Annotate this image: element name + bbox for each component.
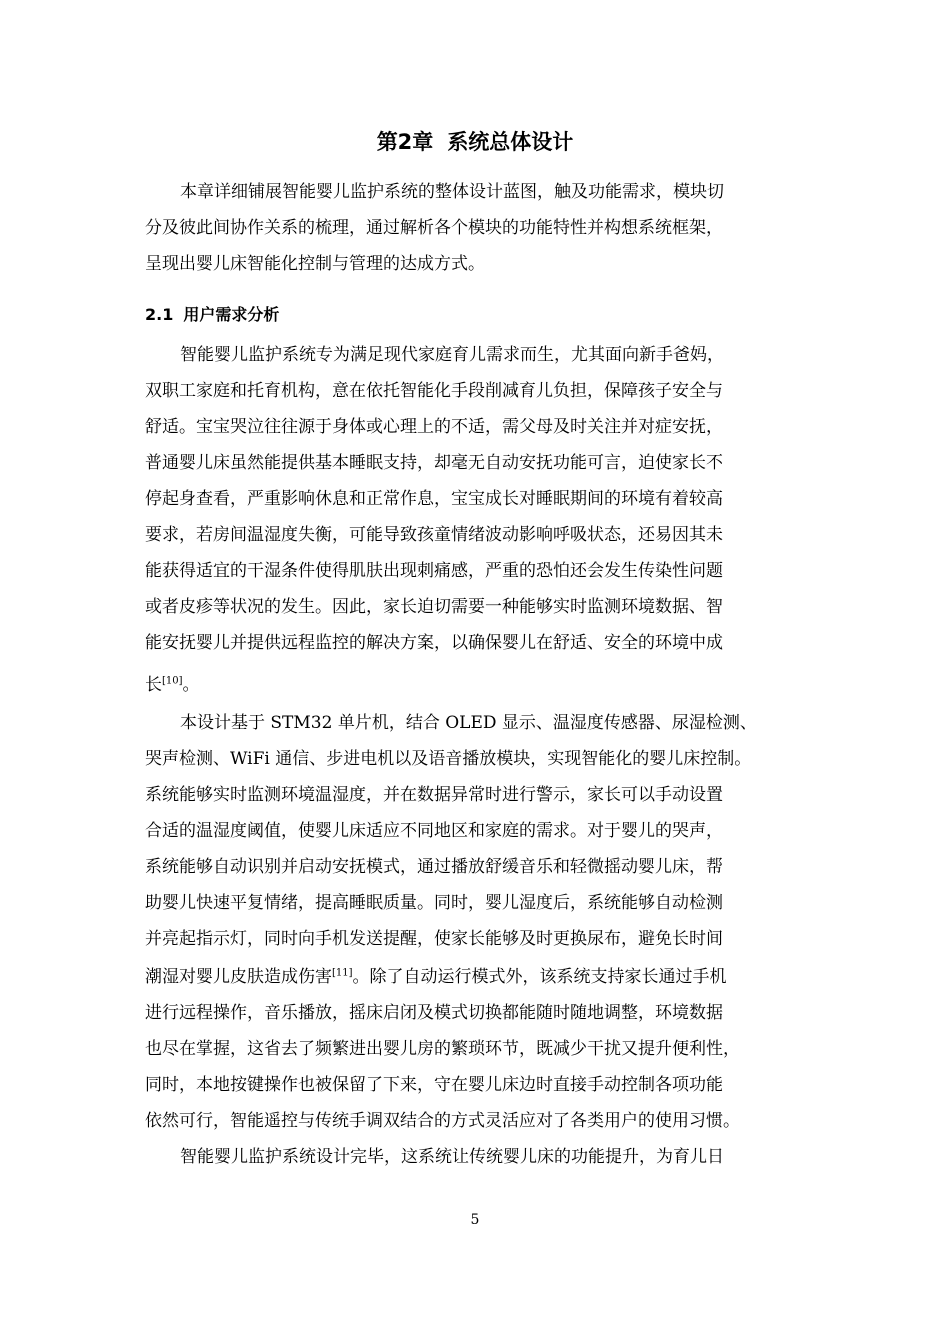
paragraph-line: 能安抚婴儿并提供远程监控的解决方案，以确保婴儿在舒适、安全的环境中成 xyxy=(145,633,723,653)
page-number: 5 xyxy=(470,1212,480,1228)
paragraph-line: 也尽在掌握，这省去了频繁进出婴儿房的繁琐环节，既减少干扰又提升便利性， xyxy=(145,1039,740,1059)
paragraph-line: 系统能够实时监测环境温湿度，并在数据异常时进行警示，家长可以手动设置 xyxy=(145,785,723,805)
paragraph-line: 系统能够自动识别并启动安抚模式，通过播放舒缓音乐和轻微摇动婴儿床，帮 xyxy=(145,857,723,877)
chapter-title xyxy=(0,128,950,156)
paragraph-line xyxy=(145,965,810,989)
paragraph-line: 普通婴儿床虽然能提供基本睡眠支持，却毫无自动安抚功能可言，迫使家长不 xyxy=(145,453,723,473)
paragraph-line: 舒适。宝宝哭泣往往源于身体或心理上的不适，需父母及时关注并对症安抚， xyxy=(145,417,723,437)
citation-marker: [10] xyxy=(162,675,183,687)
paragraph-line: 本设计基于 STM32 单片机，结合 OLED 显示、温湿度传感器、尿湿检测、 xyxy=(180,713,757,733)
paragraph-line: 双职工家庭和托育机构，意在依托智能化手段削减育儿负担，保障孩子安全与 xyxy=(145,381,723,401)
paragraph-line: 进行远程操作，音乐播放，摇床启闭及模式切换都能随时随地调整，环境数据 xyxy=(145,1003,723,1023)
intro-line: 呈现出婴儿床智能化控制与管理的达成方式。 xyxy=(145,254,485,274)
section-title: 用户需求分析 xyxy=(183,305,280,324)
paragraph-line: 同时，本地按键操作也被保留了下来，守在婴儿床边时直接手动控制各项功能 xyxy=(145,1075,723,1095)
intro-line: 分及彼此间协作关系的梳理，通过解析各个模块的功能特性并构想系统框架， xyxy=(145,218,723,238)
paragraph-line: 停起身查看，严重影响休息和正常作息，宝宝成长对睡眠期间的环境有着较高 xyxy=(145,489,723,509)
paragraph-line: 能获得适宜的干湿条件使得肌肤出现刺痛感，严重的恐怕还会发生传染性问题 xyxy=(145,561,723,581)
paragraph-line: 要求，若房间温湿度失衡，可能导致孩童情绪波动影响呼吸状态，还易因其未 xyxy=(145,525,723,545)
paragraph-line: 依然可行，智能遥控与传统手调双结合的方式灵活应对了各类用户的使用习惯。 xyxy=(145,1111,740,1131)
paragraph-line: 并亮起指示灯，同时向手机发送提醒，使家长能够及时更换尿布，避免长时间 xyxy=(145,929,723,949)
paragraph-line: 或者皮疹等状况的发生。因此，家长迫切需要一种能够实时监测环境数据、智 xyxy=(145,597,723,617)
paragraph-text: 长 xyxy=(145,675,162,695)
citation-marker: [11] xyxy=(332,967,353,979)
paragraph-text: 。除了自动运行模式外，该系统支持家长通过手机 xyxy=(352,967,727,987)
paragraph-text: 。 xyxy=(182,675,200,695)
paragraph-line: 助婴儿快速平复情绪，提高睡眠质量。同时，婴儿湿度后，系统能够自动检测 xyxy=(145,893,723,913)
paragraph-line: 合适的温湿度阈值，使婴儿床适应不同地区和家庭的需求。对于婴儿的哭声， xyxy=(145,821,723,841)
paragraph-line xyxy=(145,673,810,697)
paragraph-text: 潮湿对婴儿皮肤造成伤害 xyxy=(145,967,332,987)
chapter-title-text: 系统总体设计 xyxy=(447,130,574,154)
paragraph-line: 智能婴儿监护系统设计完毕，这系统让传统婴儿床的功能提升，为育儿日 xyxy=(180,1147,724,1167)
intro-line: 本章详细铺展智能婴儿监护系统的整体设计蓝图，触及功能需求，模块切 xyxy=(180,182,724,202)
paragraph-line: 智能婴儿监护系统专为满足现代家庭育儿需求而生，尤其面向新手爸妈， xyxy=(180,345,724,365)
chapter-number: 第2章 xyxy=(376,130,434,154)
paragraph-line: 哭声检测、WiFi 通信、步进电机以及语音播放模块，实现智能化的婴儿床控制。 xyxy=(145,749,752,769)
section-heading xyxy=(145,303,279,327)
section-number: 2.1 xyxy=(145,305,174,324)
